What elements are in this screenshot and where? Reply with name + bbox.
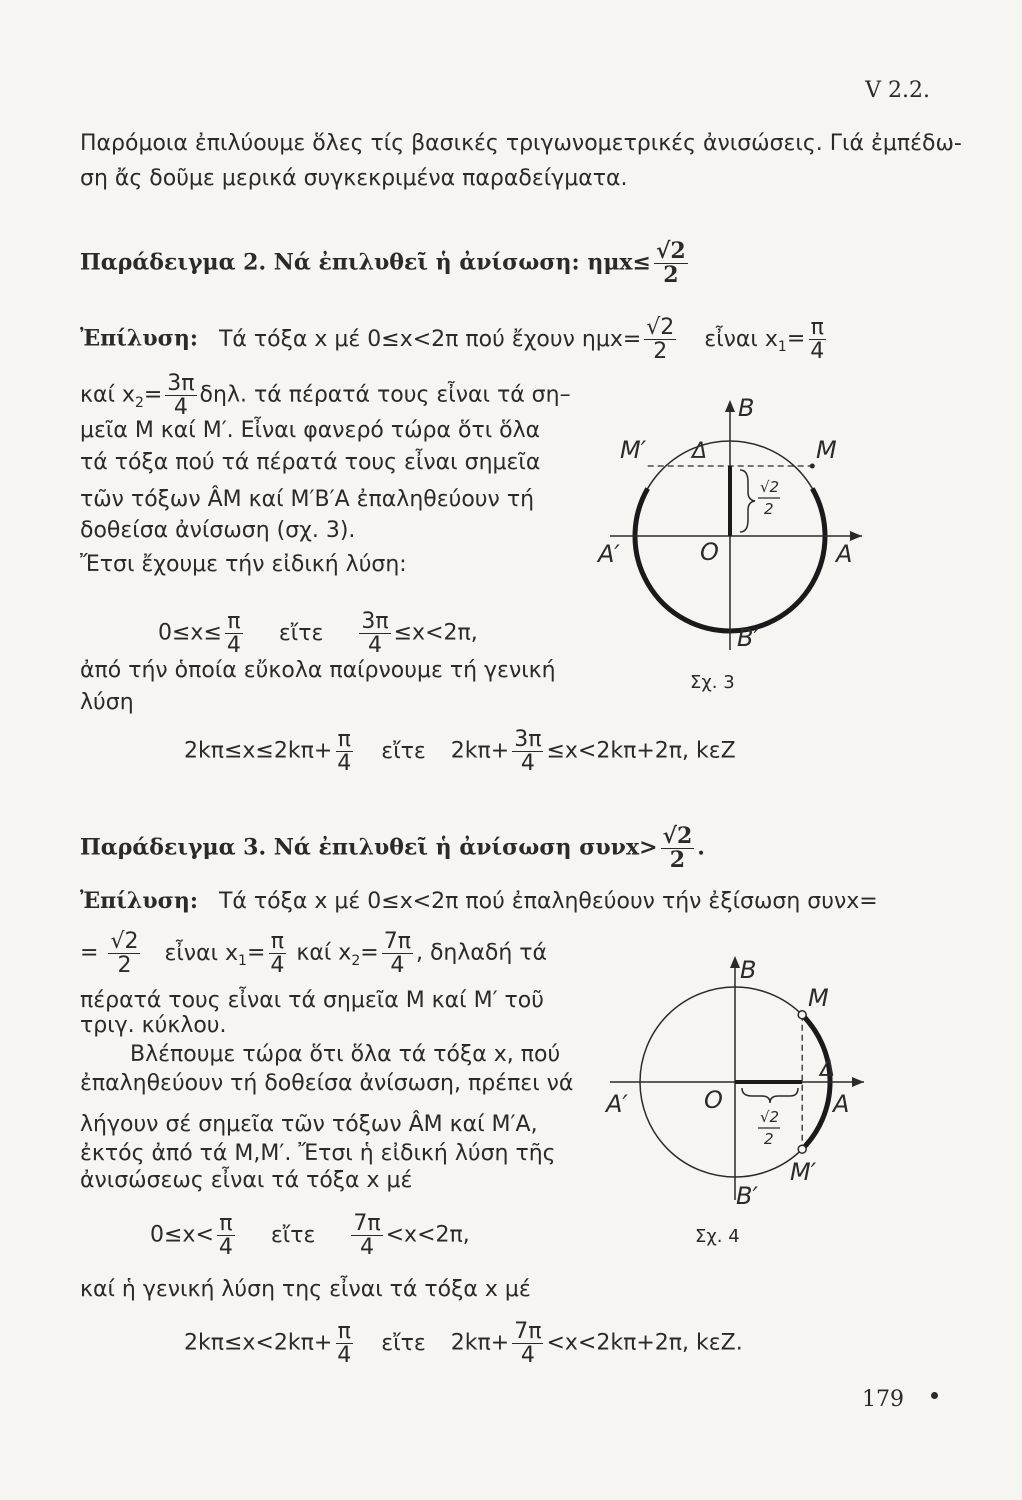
fig4-label-delta: Δ (820, 1057, 836, 1082)
example2-general-solution: 2kπ≤x≤2kπ+ $\frac{\pi}{4}$ εἴτε 2kπ+ $\frac{3\pi}{4}$ ≤x<2kπ+2π, kεZ (184, 727, 736, 777)
section-number: V 2.2. (865, 78, 930, 103)
example2-text-4: δοθείσα ἀνίσωση (σχ. 3). (80, 518, 356, 543)
example3-text-1: πέρατά τους εἶναι τά σημεῖα M καί M′ τοῦ (80, 988, 544, 1013)
fig4-label-b: B (740, 956, 757, 984)
example2-general-text-2: λύση (80, 690, 134, 715)
example2-solution-line-1: Ἐπίλυση: Τά τόξα x μέ 0≤x<2π πού ἔχουν ημx= $\frac{√2}{2}$ εἶναι $x_1=$ $\frac{\pi}{4}$ (80, 315, 825, 365)
figure-3-caption: Σχ. 3 (690, 672, 735, 693)
example3-text-4: ἐπαληθεύουν τή δοθείσα ἀνίσωση, πρέπει νά (80, 1071, 574, 1096)
intro-line-1: Παρόμοια ἐπιλύουμε ὅλες τίς βασικές τριγωνομετρικές ἀνισώσεις. Γιά ἐμπέδω- (80, 131, 962, 156)
bullet-dot (931, 1392, 938, 1399)
example2-heading: Παράδειγμα 2. Νά ἐπιλυθεῖ ἡ ἀνίσωση: ημx≤ $\frac{√2}{2}$ (80, 238, 686, 289)
page-number: 179 (862, 1387, 904, 1412)
fig3-point-m (810, 464, 815, 469)
fig3-label-m: M (816, 436, 837, 464)
fig3-label-b: B (738, 394, 755, 422)
example3-text-5: λήγουν σέ σημεῖα τῶν τόξων ÂM καί M′A, (80, 1112, 538, 1137)
figure-4-caption: Σχ. 4 (695, 1226, 740, 1247)
fig3-label-o: O (700, 538, 719, 566)
example3-heading: Παράδειγμα 3. Νά ἐπιλυθεῖ ἡ ἀνίσωση συνx> $\frac{√2}{2}$ . (80, 823, 705, 874)
fig4-label-sqrt2: √2 (760, 1108, 780, 1126)
fig3-y-arrow-icon (725, 400, 735, 412)
example3-text-2: τριγ. κύκλου. (80, 1013, 227, 1038)
fig4-x-arrow-icon (852, 1077, 864, 1087)
fig3-label-ap: A′ (598, 540, 620, 568)
fig4-label-mp: M′ (790, 1158, 817, 1186)
fig4-label-bp: B′ (736, 1182, 758, 1210)
example3-solution-line-1: Ἐπίλυση: Τά τόξα x μέ 0≤x<2π πού ἐπαληθεύουν τήν ἐξίσωση συνx= (80, 888, 878, 914)
figure-4-unit-circle (580, 948, 880, 1248)
example3-general-solution: 2kπ≤x<2kπ+ $\frac{\pi}{4}$ εἴτε 2kπ+ $\frac{7\pi}{4}$ <x<2kπ+2π, kεZ. (184, 1319, 743, 1369)
example3-solution-line-2: = $\frac{√2}{2}$ εἶναι $x_1=$ $\frac{\pi}{4}$ καί $x_2=$ $\frac{7\pi}{4}$ , δηλαδή τά (80, 929, 548, 979)
fig4-label-m: M (808, 984, 829, 1012)
fig3-label-bp: B′ (737, 624, 759, 652)
example2-solution-line-2: καί $x_2=$ $\frac{3\pi}{4}$ δηλ. τά πέρατά τους εἶναι τά ση– (80, 371, 571, 421)
fig4-point-mp (798, 1145, 806, 1153)
example3-text-3: Βλέπουμε τώρα ὅτι ὅλα τά τόξα x, πού (130, 1042, 561, 1067)
fig4-label-o: O (704, 1086, 723, 1114)
fig3-label-delta: Δ (692, 439, 708, 464)
intro-line-2: ση ἄς δοῦμε μερικά συγκεκριμένα παραδείγματα. (80, 166, 628, 191)
example2-text-5: Ἔτσι ἔχουμε τήν εἰδική λύση: (80, 552, 407, 577)
fig3-label-a: A (836, 540, 853, 568)
example3-general-intro: καί ἡ γενική λύση της εἶναι τά τόξα x μέ (80, 1277, 531, 1302)
fig4-brace (742, 1088, 798, 1103)
fig4-label-two: 2 (764, 1130, 774, 1148)
fig4-point-m (798, 1011, 806, 1019)
example2-general-text-1: ἀπό τήν ὁποία εὔκολα παίρνουμε τή γενική (80, 658, 556, 683)
example3-text-6: ἐκτός ἀπό τά M,M′. Ἔτσι ἡ εἰδική λύση τῆς (80, 1141, 556, 1166)
fig3-brace (740, 470, 755, 532)
example2-text-2: τά τόξα πού τά πέρατά τους εἶναι σημεῖα (80, 450, 541, 475)
fig4-label-a: A (833, 1090, 850, 1118)
example2-special-solution: 0≤x≤ $\frac{\pi}{4}$ εἴτε $\frac{3\pi}{4}$ ≤x<2π, (158, 609, 478, 659)
figure-3-unit-circle (580, 388, 880, 718)
example3-text-7: ἀνισώσεως εἶναι τά τόξα x μέ (80, 1168, 413, 1193)
example3-special-solution: 0≤x< $\frac{\pi}{4}$ εἴτε $\frac{7\pi}{4}$ <x<2π, (150, 1211, 470, 1261)
example2-text-3: τῶν τόξων ÂM καί M′B′A ἐπαληθεύουν τή (80, 487, 535, 512)
fig3-label-mp: M′ (620, 436, 647, 464)
fig3-label-two: 2 (764, 500, 774, 518)
example2-text-1: μεῖα M καί M′. Εἶναι φανερό τώρα ὅτι ὅλα (80, 418, 541, 443)
fig4-y-arrow-icon (730, 956, 740, 968)
fig4-label-ap: A′ (606, 1090, 628, 1118)
fig3-label-sqrt2: √2 (760, 478, 780, 496)
